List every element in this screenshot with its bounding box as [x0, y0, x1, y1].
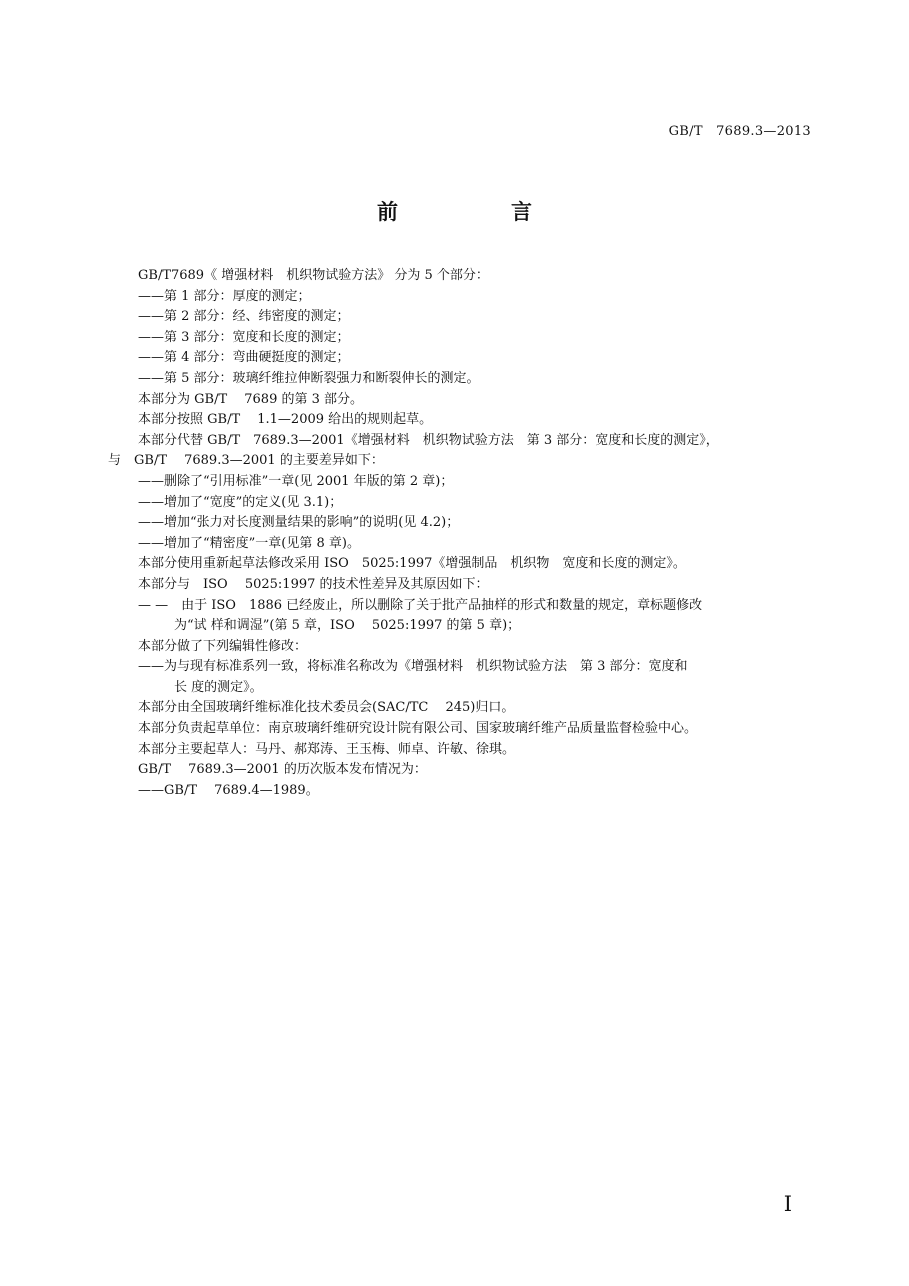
paragraph-history: GB/T 7689.3—2001 的历次版本发布情况为： [138, 762, 427, 778]
paragraph-technical-diff: 本部分与 ISO 5025:1997 的技术性差异及其原因如下： [138, 576, 489, 592]
list-item-change-2: ——增加了“宽度”的定义(见 3.1)； [138, 494, 343, 510]
list-item-part-4: ——第 4 部分：弯曲硬挺度的测定； [138, 350, 350, 366]
page-title: 前 言 [377, 199, 578, 224]
list-item-change-3: ——增加“张力对长度测量结果的影响”的说明(见 4.2)； [138, 515, 460, 531]
list-item-tech-diff-cont: 为“试 样和调湿”(第 5 章，ISO 5025:1997 的第 5 章)； [174, 618, 521, 634]
list-item-part-3: ——第 3 部分：宽度和长度的测定； [138, 329, 350, 345]
paragraph-replaces: 本部分代替 GB/T 7689.3—2001《增强材料 机织物试验方法 第 3 部分：宽度和长度的测定》， [138, 432, 719, 448]
paragraph-part-statement: 本部分为 GB/T 7689 的第 3 部分。 [138, 391, 364, 407]
list-item-history: ——GB/T 7689.4—1989。 [138, 782, 319, 798]
paragraph-iso-adoption: 本部分使用重新起草法修改采用 ISO 5025:1997《增强制品 机织物 宽度和长度的测定》。 [138, 556, 686, 572]
list-item-editorial: ——为与现有标准系列一致，将标准名称改为《增强材料 机织物试验方法 第 3 部分：宽度和 [138, 659, 688, 675]
paragraph-drafters: 本部分主要起草人：马丹、郝郑涛、王玉梅、师卓、许敏、徐琪。 [138, 741, 516, 757]
list-item-part-1: ——第 1 部分：厚度的测定； [138, 288, 311, 304]
paragraph-drafting-rules: 本部分按照 GB/T 1.1—2009 给出的规则起草。 [138, 412, 433, 428]
paragraph-drafting-units: 本部分负责起草单位：南京玻璃纤维研究设计院有限公司、国家玻璃纤维产品质量监督检验中心。 [138, 721, 698, 737]
paragraph-committee: 本部分由全国玻璃纤维标准化技术委员会(SAC/TC 245)归口。 [138, 700, 515, 716]
paragraph-intro: GB/T7689《 增强材料 机织物试验方法》 分为 5 个部分： [138, 268, 489, 283]
paragraph-replaces-cont: 与 GB/T 7689.3—2001 的主要差异如下： [108, 453, 384, 469]
list-item-change-4: ——增加了“精密度”一章(见第 8 章)。 [138, 535, 360, 551]
page-number: I [783, 1192, 792, 1216]
list-item-change-1: ——删除了“引用标准”一章(见 2001 年版的第 2 章)； [138, 473, 454, 489]
list-item-tech-diff: — — 由于 ISO 1886 已经废止，所以删除了关于批产品抽样的形式和数量的规定，章标题修改 [138, 597, 703, 613]
list-item-part-5: ——第 5 部分：玻璃纤维拉伸断裂强力和断裂伸长的测定。 [138, 370, 480, 386]
list-item-editorial-cont: 长 度的测定》。 [174, 679, 263, 695]
document-code-header: GB/T 7689.3—2013 [668, 124, 811, 139]
document-body [108, 266, 808, 801]
list-item-part-2: ——第 2 部分：经、纬密度的测定； [138, 309, 350, 325]
paragraph-editorial: 本部分做了下列编辑性修改： [138, 638, 308, 654]
